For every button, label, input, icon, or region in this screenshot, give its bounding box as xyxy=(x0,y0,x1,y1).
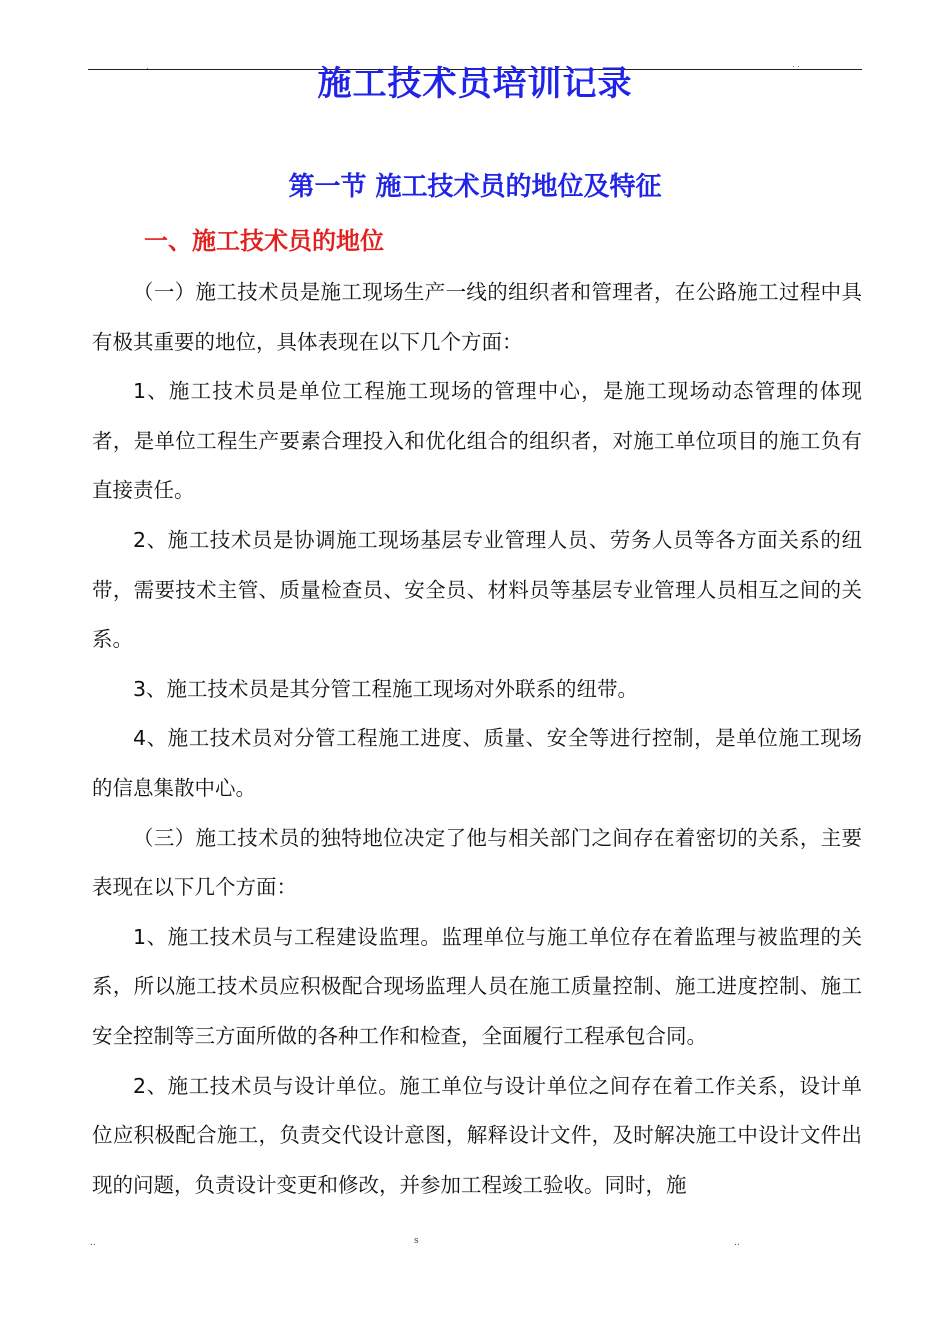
paragraph: 2、施工技术员是协调施工现场基层专业管理人员、劳务人员等各方面关系的纽带，需要技术主管、质量检查员、安全员、材料员等基层专业管理人员相互之间的关系。 xyxy=(92,527,862,652)
paragraph: （一）施工技术员是施工现场生产一线的组织者和管理者，在公路施工过程中具有极其重要的地位，具体表现在以下几个方面： xyxy=(92,280,862,354)
section-heading: 第一节 施工技术员的地位及特征 xyxy=(288,172,662,202)
paragraph: 3、施工技术员是其分管工程施工现场对外联系的纽带。 xyxy=(133,676,639,701)
paragraph: 4、施工技术员对分管工程施工进度、质量、安全等进行控制，是单位施工现场的信息集散中心。 xyxy=(92,726,862,800)
header-mark-left: . xyxy=(146,62,149,71)
footer-mark-right: .. xyxy=(734,1238,740,1248)
body-text xyxy=(92,268,862,1210)
paragraph: （三）施工技术员的独特地位决定了他与相关部门之间存在着密切的关系，主要表现在以下几个方面： xyxy=(92,825,862,900)
paragraph: 2、施工技术员与设计单位。施工单位与设计单位之间存在着工作关系，设计单位应积极配合施工，负责交代设计意图，解释设计文件，及时解决施工中设计文件出现的问题，负责设计变更和修改，并参加工程竣工验收。同时，施 xyxy=(92,1073,862,1197)
subsection-heading: 一、施工技术员的地位 xyxy=(144,227,384,255)
document-title: 施工技术员培训记录 xyxy=(317,64,633,104)
paragraph: 1、施工技术员是单位工程施工现场的管理中心，是施工现场动态管理的体现者，是单位工程生产要素合理投入和优化组合的组织者，对施工单位项目的施工负有直接责任。 xyxy=(92,379,862,503)
footer-mark-mid: s xyxy=(414,1236,419,1246)
footer-mark-left: .. xyxy=(90,1238,96,1248)
header-mark-right: . . xyxy=(792,60,800,69)
paragraph: 1、施工技术员与工程建设监理。监理单位与施工单位存在着监理与被监理的关系，所以施工技术员应积极配合现场监理人员在施工质量控制、施工进度控制、施工安全控制等三方面所做的各种工作和检查，全面履行工程承包合同。 xyxy=(92,924,862,1048)
